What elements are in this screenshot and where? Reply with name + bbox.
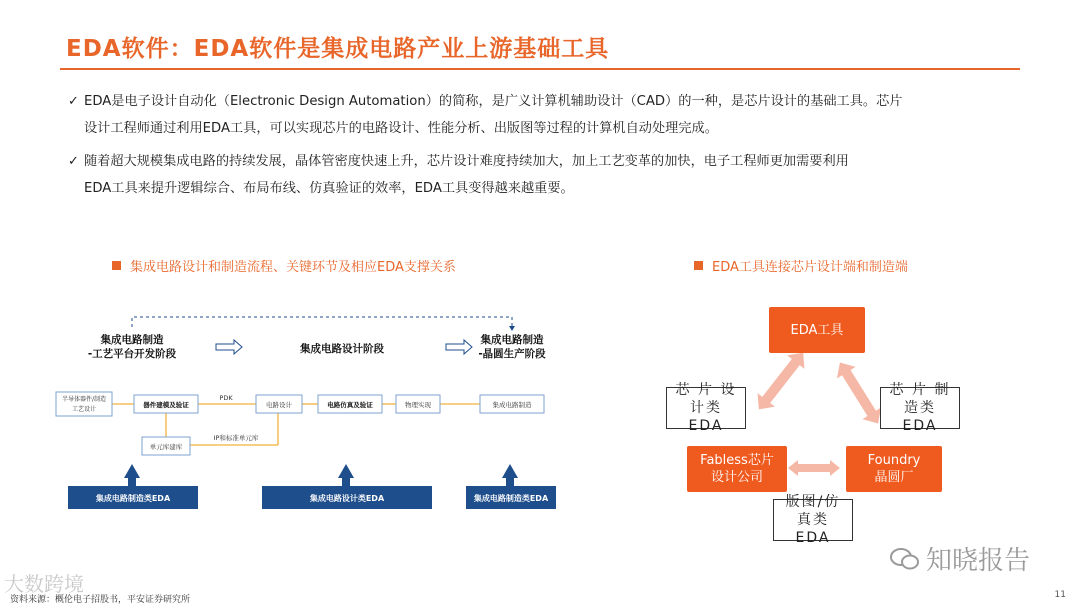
box-sim-label: 电路仿真及验证 (327, 401, 373, 409)
bullet-line: 随着超大规模集成电路的持续发展，晶体管密度快速上升，芯片设计难度持续加大，加上工艺变革的加快，电子工程师更加需要利用 (84, 154, 849, 169)
eda-bar-label: 集成电路制造类EDA (95, 494, 171, 503)
foundry-line2: 晶圆厂 (874, 470, 914, 485)
stage1-line2: -工艺平台开发阶段 (87, 348, 177, 360)
bullet-line: EDA是电子设计自动化（Electronic Design Automation）的简称，是广义计算机辅助设计（CAD）的一种，是芯片设计的基础工具。芯片 (84, 94, 903, 109)
layout-eda-line2: 真类EDA (795, 512, 831, 546)
title-divider (60, 68, 1020, 70)
ip-label: IP和标准单元库 (213, 434, 259, 442)
square-bullet-icon (694, 261, 703, 270)
checkmark-icon: ✓ (68, 154, 79, 169)
box-modeling-label: 器件建模及验证 (143, 401, 189, 409)
fabless-box (687, 446, 787, 492)
up-arrow-icon (338, 464, 354, 486)
bullet-line: 设计工程师通过利用EDA工具，可以实现芯片的电路设计、性能分析、出版图等过程的计算机自动处理完成。 (84, 121, 718, 136)
square-bullet-icon (112, 261, 121, 270)
mfg-eda-line1: 芯 片 制 (889, 382, 951, 398)
bullet-item (68, 88, 1038, 142)
wechat-icon (890, 547, 920, 571)
stage2-label: 集成电路设计阶段 (300, 343, 384, 355)
eda-tool-label: EDA工具 (790, 322, 844, 338)
left-section-title-text: 集成电路设计和制造流程、关键环节及相应EDA支撑关系 (130, 260, 456, 275)
double-arrow-icon (831, 357, 888, 430)
eda-bar-label: 集成电路设计类EDA (309, 494, 385, 503)
page-title: EDA软件：EDA软件是集成电路产业上游基础工具 (66, 36, 610, 62)
foundry-box (846, 446, 942, 492)
stage-arrow-icon (216, 340, 242, 354)
dashed-connector (132, 317, 512, 327)
box-device-line2: 工艺设计 (71, 406, 97, 413)
right-section-title-text: EDA工具连接芯片设计端和制造端 (712, 260, 908, 275)
eda-tool-box (769, 307, 865, 353)
design-eda-line1: 芯 片 设 (675, 382, 737, 398)
layout-sim-eda-label (773, 494, 853, 546)
stage3-line1: 集成电路制造 (480, 334, 544, 346)
box-mfg-label: 集成电路制造 (492, 401, 532, 409)
watermark-zhixiao (890, 540, 1030, 577)
bullet-list (68, 88, 1038, 208)
arrowhead-icon (509, 326, 515, 331)
checkmark-icon: ✓ (68, 94, 79, 109)
box-device-line1: 半导体器件/制造 (61, 396, 107, 403)
box-circuit-label: 电路设计 (266, 401, 292, 409)
stage3-line2: -晶圆生产阶段 (478, 348, 546, 360)
up-arrow-icon (502, 464, 518, 486)
fabless-line2: 设计公司 (710, 470, 763, 485)
left-section-title (112, 256, 456, 275)
manufacturing-eda-label (880, 382, 960, 434)
eda-bar-label: 集成电路制造类EDA (473, 494, 549, 503)
stage1-line1: 集成电路制造 (100, 334, 164, 346)
foundry-line1: Foundry (867, 453, 921, 468)
right-section-title (694, 256, 908, 275)
eda-triangle-diagram (640, 290, 980, 560)
page-number: 11 (1054, 590, 1066, 600)
bullet-line: EDA工具来提升逻辑综合、布局布线、仿真验证的效率，EDA工具变得越来越重要。 (84, 181, 574, 196)
design-eda-line2: 计类EDA (688, 400, 724, 434)
watermark-zhixiao-text: 知晓报告 (926, 546, 1031, 576)
double-arrow-icon (750, 346, 812, 416)
double-arrow-icon (788, 460, 840, 476)
bullet-item (68, 148, 1038, 202)
box-cell-label: 单元库建库 (149, 443, 183, 451)
mfg-eda-line2: 造类EDA (902, 400, 938, 434)
box-physical-label: 物理实现 (405, 401, 431, 409)
up-arrow-icon (124, 464, 140, 486)
pdk-label: PDK (219, 394, 233, 402)
layout-eda-line1: 版图/仿 (785, 494, 841, 510)
watermark-dashu-text: 大数跨境 (4, 572, 84, 596)
stage-arrow-icon (446, 340, 472, 354)
design-eda-label (666, 382, 746, 434)
ic-flow-diagram (0, 300, 580, 530)
fabless-line1: Fabless芯片 (700, 453, 774, 468)
source-note: 资料来源：概伦电子招股书，平安证券研究所 (10, 595, 191, 605)
